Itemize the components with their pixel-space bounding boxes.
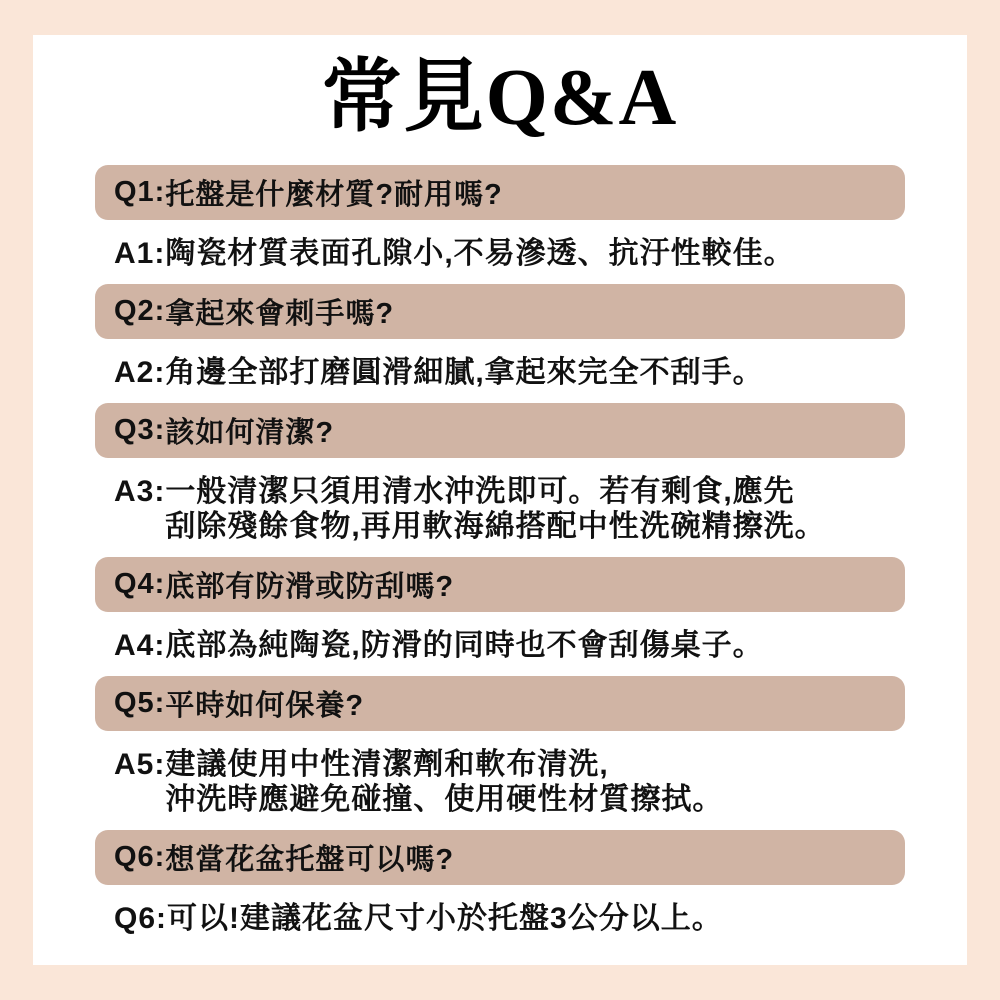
- answer-label: A4:: [114, 629, 166, 663]
- answer-text: 底部為純陶瓷,防滑的同時也不會刮傷桌子。: [165, 629, 764, 663]
- qa-item-2: [95, 284, 905, 390]
- question-bar-2: [95, 284, 905, 339]
- question-label: Q2:: [114, 295, 166, 328]
- answer-label: A3:: [114, 475, 166, 509]
- question-text: 該如何清潔?: [165, 417, 335, 450]
- question-label: Q5:: [114, 687, 166, 720]
- qa-item-4: [95, 557, 905, 663]
- question-text: 托盤是什麼材質?耐用嗎?: [165, 179, 503, 212]
- question-label: Q3:: [114, 414, 166, 447]
- answer-text: 角邊全部打磨圓滑細膩,拿起來完全不刮手。: [165, 356, 764, 390]
- question-text: 平時如何保養?: [165, 690, 365, 723]
- answer-label: A2:: [114, 356, 166, 390]
- question-text: 拿起來會刺手嗎?: [165, 298, 395, 331]
- question-bar-3: [95, 403, 905, 458]
- answer-text: 建議使用中性清潔劑和軟布清洗, 沖洗時應避免碰撞、使用硬性材質擦拭。: [165, 748, 724, 817]
- question-label: Q4:: [114, 568, 166, 601]
- answer-row-6: [95, 901, 905, 936]
- question-bar-6: [95, 830, 905, 885]
- qa-item-6: [95, 830, 905, 936]
- answer-row-1: [95, 236, 905, 271]
- answer-text: 陶瓷材質表面孔隙小,不易滲透、抗汙性較佳。: [165, 237, 795, 271]
- answer-row-2: [95, 355, 905, 390]
- question-bar-1: [95, 165, 905, 220]
- page-title: 常見Q&A: [321, 54, 679, 142]
- qa-item-1: [95, 165, 905, 271]
- answer-row-4: [95, 628, 905, 663]
- answer-label: Q6:: [114, 902, 168, 936]
- answer-text: 可以!建議花盆尺寸小於托盤3公分以上。: [167, 902, 723, 936]
- qa-item-5: [95, 676, 905, 817]
- answer-text: 一般清潔只須用清水沖洗即可。若有剩食,應先 刮除殘餘食物,再用軟海綿搭配中性洗碗精擦洗。: [165, 475, 826, 544]
- qa-card: [33, 35, 967, 965]
- answer-label: A5:: [114, 748, 166, 782]
- question-text: 想當花盆托盤可以嗎?: [165, 844, 455, 877]
- answer-row-5: [95, 747, 905, 817]
- question-label: Q1:: [114, 176, 166, 209]
- question-label: Q6:: [114, 841, 166, 874]
- question-text: 底部有防滑或防刮嗎?: [165, 571, 455, 604]
- qa-item-3: [95, 403, 905, 544]
- answer-row-3: [95, 474, 905, 544]
- answer-label: A1:: [114, 237, 166, 271]
- question-bar-4: [95, 557, 905, 612]
- question-bar-5: [95, 676, 905, 731]
